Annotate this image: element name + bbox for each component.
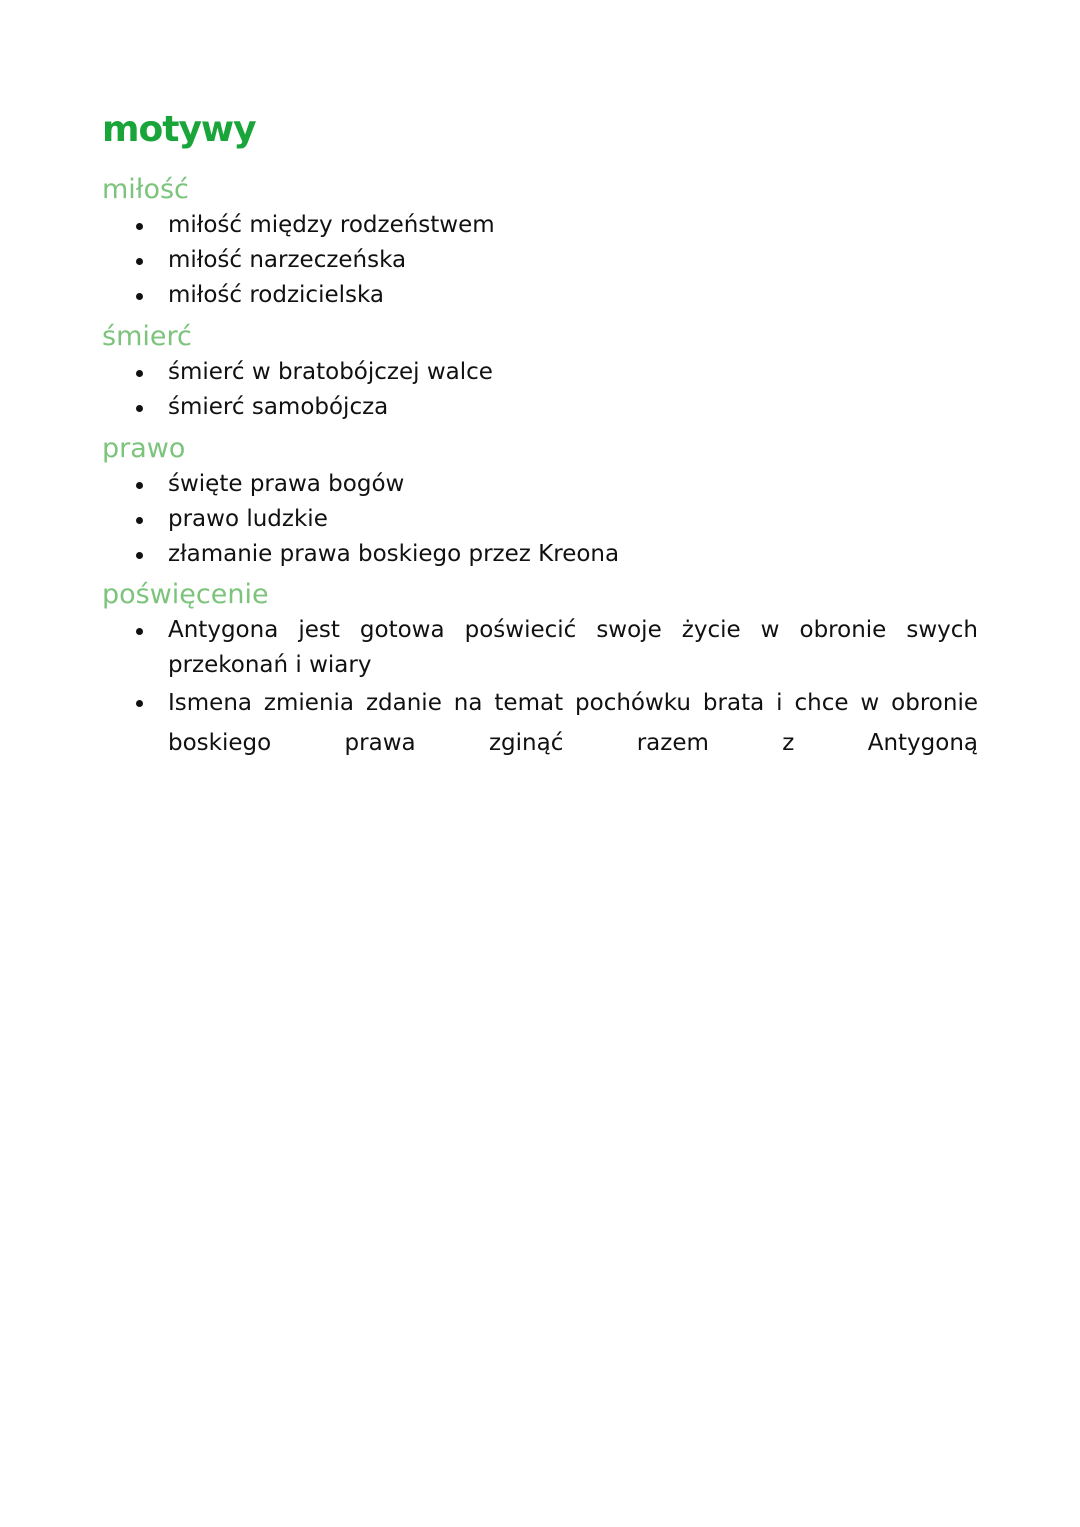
list-item-text: śmierć samobójcza bbox=[168, 394, 389, 420]
section-smierc bbox=[102, 319, 982, 425]
section-poswiecenie bbox=[102, 577, 982, 763]
list-item-text: Ismena zmienia zdanie na temat pochówku brata i chce w obronie boskiego prawa zginąć razem z Antygoną bbox=[168, 690, 978, 756]
bullet-icon bbox=[136, 370, 143, 377]
list-item bbox=[102, 683, 982, 763]
bullet-icon bbox=[136, 293, 143, 300]
section-heading: miłość bbox=[102, 174, 189, 205]
list-item bbox=[102, 390, 982, 425]
list-item-text: prawo ludzkie bbox=[168, 506, 328, 532]
bullet-icon bbox=[136, 223, 143, 230]
list-item bbox=[102, 208, 982, 243]
section-heading: śmierć bbox=[102, 321, 192, 352]
bullet-icon bbox=[136, 258, 143, 265]
section-heading: poświęcenie bbox=[102, 579, 269, 610]
section-milosc bbox=[102, 172, 982, 313]
list-item bbox=[102, 613, 982, 683]
list-item-text: Antygona jest gotowa poświecić swoje życie w obronie swych przekonań i wiary bbox=[168, 617, 978, 678]
bullet-icon bbox=[136, 552, 143, 559]
list-item-text: śmierć w bratobójczej walce bbox=[168, 359, 493, 385]
list-item-text: miłość narzeczeńska bbox=[168, 247, 407, 273]
bullet-list bbox=[102, 355, 982, 425]
section-prawo bbox=[102, 431, 982, 572]
bullet-icon bbox=[136, 517, 143, 524]
list-item-text: miłość między rodzeństwem bbox=[168, 212, 495, 238]
bullet-list bbox=[102, 467, 982, 572]
list-item-text: miłość rodzicielska bbox=[168, 282, 384, 308]
list-item bbox=[102, 243, 982, 278]
list-item bbox=[102, 502, 982, 537]
list-item bbox=[102, 467, 982, 502]
bullet-list bbox=[102, 613, 982, 763]
bullet-icon bbox=[136, 482, 143, 489]
bullet-icon bbox=[136, 405, 143, 412]
bullet-icon bbox=[136, 628, 143, 635]
page-title: motywy bbox=[102, 109, 256, 150]
list-item bbox=[102, 278, 982, 313]
section-heading: prawo bbox=[102, 433, 186, 464]
bullet-icon bbox=[136, 700, 143, 707]
list-item bbox=[102, 355, 982, 390]
list-item bbox=[102, 537, 982, 572]
list-item-text: złamanie prawa boskiego przez Kreona bbox=[168, 541, 620, 567]
list-item-text: święte prawa bogów bbox=[168, 471, 405, 497]
bullet-list bbox=[102, 208, 982, 313]
